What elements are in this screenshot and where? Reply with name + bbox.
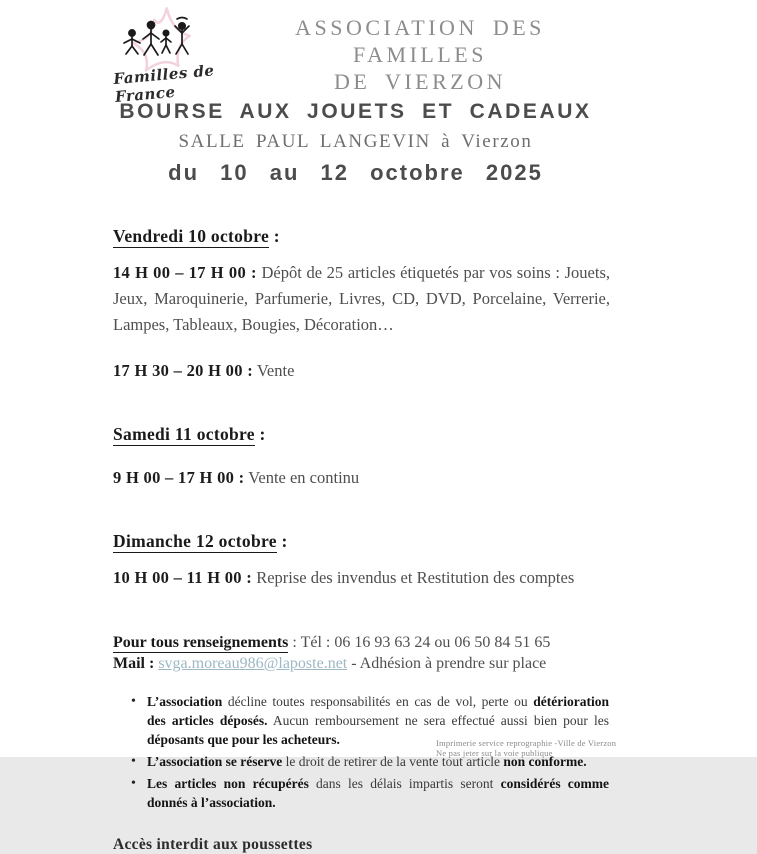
printer-credit: Imprimerie service reprographie -Ville de Vierzon <box>436 738 617 748</box>
day-heading-dimanche <box>113 531 610 552</box>
litter-notice: Ne pas jeter sur la voie publique <box>436 748 553 758</box>
schedule-slot-depot <box>113 260 610 338</box>
event-venue: SALLE PAUL LANGEVIN à Vierzon <box>178 131 533 152</box>
slot-time: 9 H 00 – 17 H 00 : <box>113 468 245 487</box>
schedule-slot-reprise <box>113 565 610 591</box>
day-colon: : <box>269 226 280 246</box>
rule-item-responsabilite: • L’association décline toutes responsabilités en cas de vol, perte ou détérioration des articles déposés. Aucun remboursement ne sera effectué aussi bien pour les déposants que pour les acheteurs. <box>147 692 609 749</box>
schedule-slot-vente-continu <box>113 465 610 491</box>
contact-block <box>113 632 610 674</box>
logo-caption: Familles de France <box>112 61 216 107</box>
contact-phones: : Tél : 06 16 93 63 24 ou 06 50 84 51 65 <box>288 634 551 651</box>
slot-description: Dépôt de 25 articles étiquetés par vos soins : Jouets, Jeux, Maroquinerie, Parfumerie, Livres, CD, DVD, Porcelaine, Verrerie, Lampes, Tableaux, Bougies, Décoration… <box>113 263 610 334</box>
day-label: Samedi 11 octobre <box>113 424 255 444</box>
printer-credit-block <box>436 738 616 758</box>
contact-mail-line <box>113 653 610 674</box>
slot-time: 17 H 30 – 20 H 00 : <box>113 361 253 380</box>
schedule-slot-vente-vendredi <box>113 358 610 384</box>
title-block <box>101 100 610 186</box>
slot-description: Reprise des invendus et Restitution des comptes <box>256 568 575 587</box>
day-heading-vendredi <box>113 226 610 247</box>
day-heading-samedi <box>113 424 610 445</box>
event-title: BOURSE AUX JOUETS ET CADEAUX <box>119 100 592 123</box>
mail-label: Mail : <box>113 655 155 672</box>
contact-label: Pour tous renseignements <box>113 634 289 651</box>
event-dates: du 10 au 12 octobre 2025 <box>168 160 543 185</box>
contact-phone-line <box>113 632 610 653</box>
day-colon: : <box>276 531 288 551</box>
org-name <box>230 14 610 95</box>
mail-note: - Adhésion à prendre sur place <box>351 655 547 672</box>
day-colon: : <box>254 424 266 444</box>
rule-item-donation: • Les articles non récupérés dans les délais impartis seront considérés comme donnés à l’association. <box>147 774 609 812</box>
org-name-line1: ASSOCIATION DES FAMILLES <box>295 15 545 67</box>
slot-description: Vente en continu <box>248 468 360 487</box>
access-restriction-note: Accès interdit aux poussettes <box>113 836 313 853</box>
day-label: Vendredi 10 octobre <box>113 226 270 246</box>
rule-item-retrait: • L’association se réserve le droit de retirer de la vente tout article non conforme. <box>147 752 609 771</box>
org-name-line2: DE VIERZON <box>334 69 506 94</box>
email-link[interactable]: svga.moreau986@laposte.net <box>158 655 348 672</box>
slot-description: Vente <box>256 361 295 380</box>
familles-de-france-logo <box>96 2 246 107</box>
slot-time: 14 H 00 – 17 H 00 : <box>113 263 257 282</box>
day-label: Dimanche 12 octobre <box>113 531 277 551</box>
slot-time: 10 H 00 – 11 H 00 : <box>113 568 253 587</box>
